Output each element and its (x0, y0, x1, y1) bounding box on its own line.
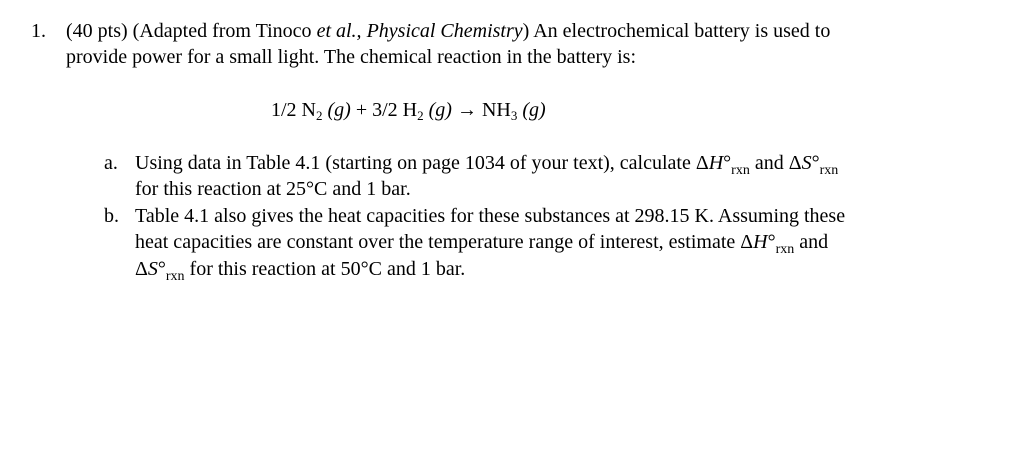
chemical-equation (271, 98, 546, 122)
degree-symbol: ° (767, 231, 776, 253)
degree-symbol: ° (157, 258, 166, 280)
eq-nh3: → NH (456, 99, 511, 121)
part-a-line-2: for this reaction at 25°C and 1 bar. (135, 178, 411, 200)
and-text: and (794, 231, 829, 253)
part-a-line-1 (135, 151, 839, 178)
et-al: et al., (316, 20, 362, 42)
rxn-subscript: rxn (165, 269, 185, 284)
question-text-1: An electrochemical battery is used to (529, 20, 831, 42)
question-line-2: provide power for a small light. The chemical reaction in the battery is: (66, 46, 636, 68)
part-b-line-1: Table 4.1 also gives the heat capacities for these substances at 298.15 K. Assuming these (135, 205, 846, 227)
delta-symbol: Δ (135, 258, 148, 280)
eq-n2: 1/2 N (271, 99, 316, 121)
part-b-text-end: for this reaction at 50°C and 1 bar. (184, 258, 466, 280)
question-number: 1. (31, 20, 46, 42)
points: (40 pts) (66, 20, 128, 42)
rxn-subscript: rxn (731, 163, 750, 178)
eq-nh3-sub: 3 (510, 108, 518, 123)
eq-g3: (g) (522, 99, 546, 121)
part-b-text: heat capacities are constant over the temperature range of interest, estimate Δ (135, 231, 754, 253)
rxn-subscript: rxn (775, 242, 795, 257)
enthalpy-symbol: H (708, 152, 724, 174)
eq-g2: (g) (428, 99, 452, 121)
part-b-line-2 (135, 230, 829, 257)
enthalpy-symbol: H (753, 231, 768, 253)
part-b-letter: b. (104, 205, 119, 227)
eq-n2-sub: 2 (316, 108, 323, 123)
eq-h2-sub: 2 (417, 108, 424, 123)
rxn-subscript: rxn (819, 163, 839, 178)
part-a-letter: a. (104, 152, 118, 174)
source-suffix: ) (522, 20, 530, 42)
degree-symbol: ° (723, 152, 732, 174)
entropy-symbol: S (801, 152, 812, 174)
book-title: Physical Chemistry (366, 20, 523, 42)
question-line-1 (66, 19, 830, 43)
degree-symbol: ° (811, 152, 820, 174)
part-a-text: Using data in Table 4.1 (starting on page 1034 of your text), calculate Δ (135, 152, 709, 174)
entropy-symbol: S (147, 258, 158, 280)
part-b-line-3 (135, 257, 466, 284)
eq-g1: (g) (327, 99, 351, 121)
source-prefix: (Adapted from Tinoco (132, 20, 317, 42)
eq-h2: + 3/2 H (355, 99, 418, 121)
and-text: and Δ (749, 152, 802, 174)
